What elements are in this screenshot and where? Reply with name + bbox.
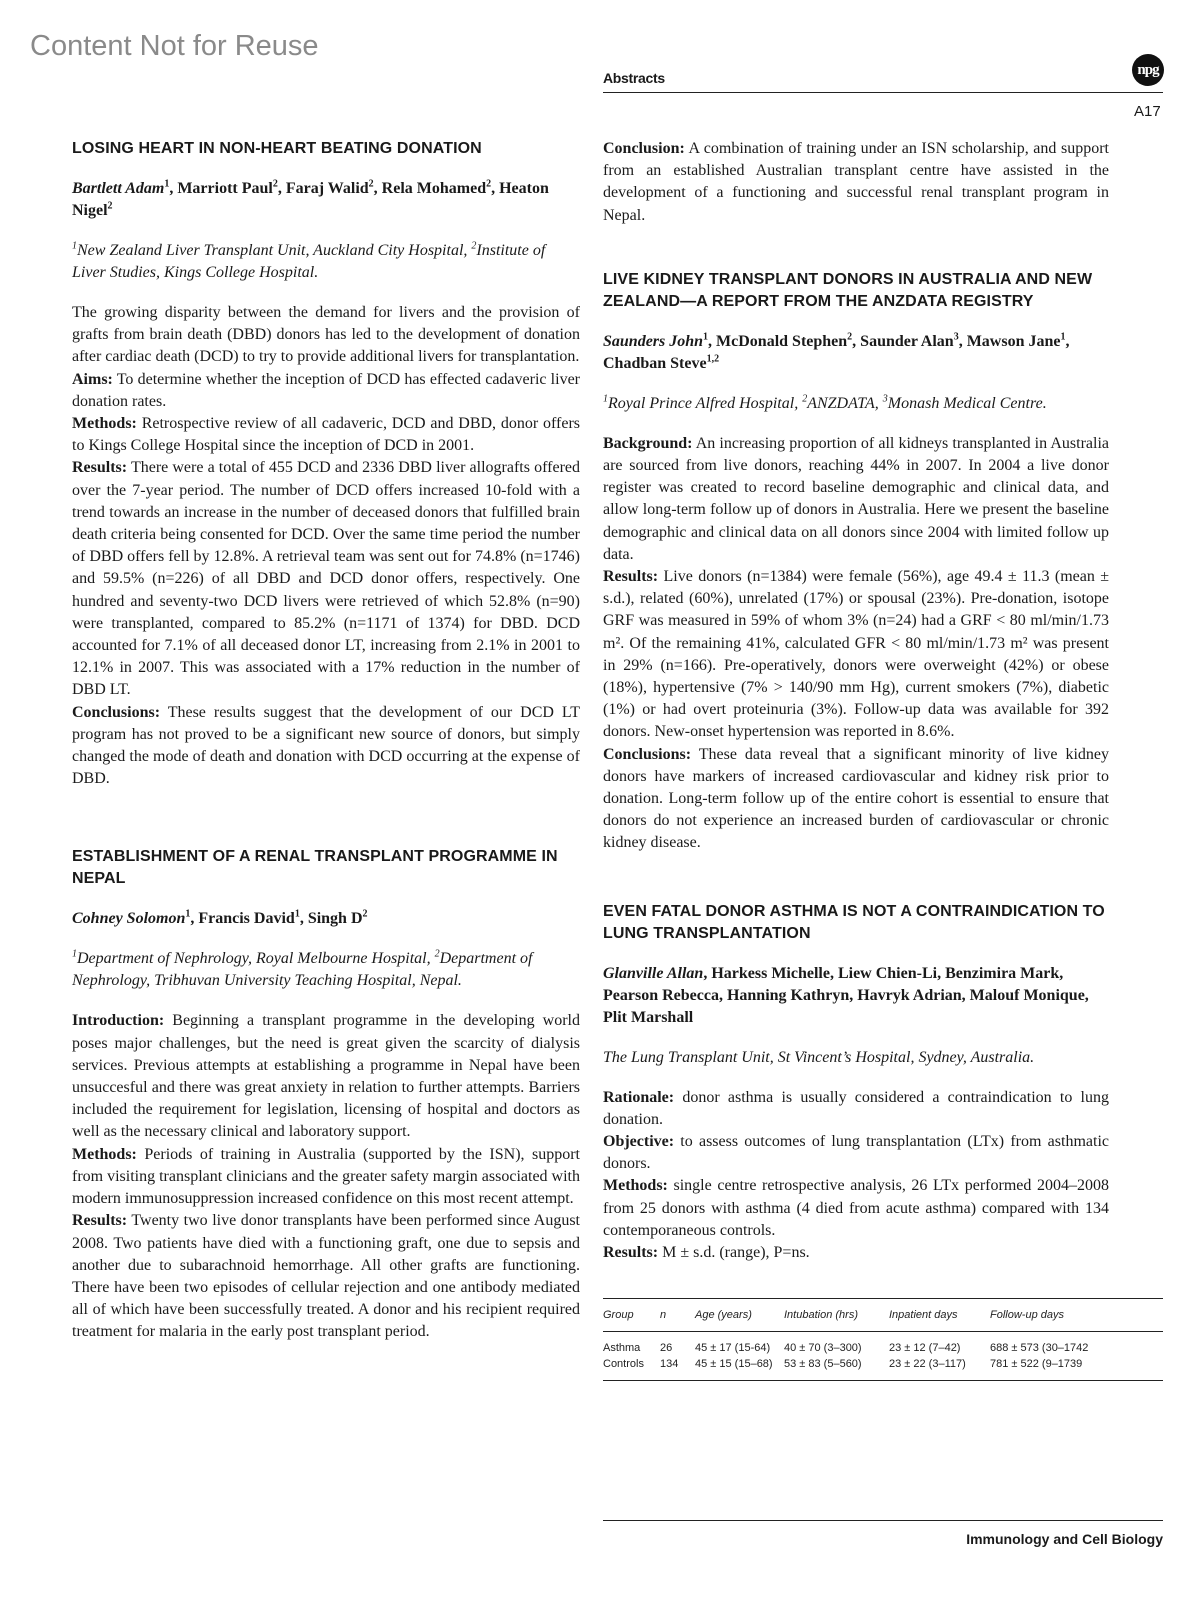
affiliations: The Lung Transplant Unit, St Vincent’s Hospital, Sydney, Australia. <box>603 1048 1035 1066</box>
table-cell: 23 ± 12 (7–42) <box>889 1342 961 1355</box>
author-list: Saunders John$^1$, McDonald Stephen$^2$, Saunder Alan$^3$, Mawson Jane$^1$, Chadban Steve$^{1,2}$ <box>603 331 1070 372</box>
affiliations: $^1$Department of Nephrology, Royal Melbourne Hospital, $^2$Department of Nephrology, Tribhuvan University Teaching Hospital, Nepal. <box>72 949 533 990</box>
results-table <box>603 1298 1163 1381</box>
abstract-title: LIVE KIDNEY TRANSPLANT DONORS IN AUSTRALIA AND NEW ZEALAND—A REPORT FROM THE ANZDATA REGISTRY <box>603 270 1093 310</box>
affiliations: $^1$Royal Prince Alfred Hospital, $^2$ANZDATA, $^3$Monash Medical Centre. <box>603 393 1047 412</box>
abstract-losing-heart <box>72 138 580 790</box>
abstract-renal-nepal <box>72 846 580 1343</box>
table-header: Intubation (hrs) <box>784 1299 889 1332</box>
table-cell: 45 ± 17 (15-64) <box>695 1342 771 1355</box>
abstract-body: Background: An increasing proportion of all kidneys transplanted in Australia are sourced from live donors, reaching 44% in 2007. In 2004 a live donor register was created to record baseline demographic and clinical data, and allow long-term follow up of donors in Australia. Here we present the baseline demographic and clinical data on all donors since 2004 with limited follow up data. Results: Live donors (n=1384) were female (56%), age 49.4 ± 11.3 (mean ± s.d.), related (60%), unrelated (17%) or spousal (23%). Pre-donation, isotope GRF was measured in 59% of whom 3% (n=24) had a GRF < 80 ml/min/1.73 m². Of the remaining 41%, calculated GFR < 80 ml/min/1.73 m² was present in 29% (n=166). Pre-operatively, donors were overweight (42%) or obese (18%), hypertensive (7% > 140/90 mm Hg), current smokers (7%), diabetic (1%) or had overt proteinuria (3%). Follow-up data was available for 392 donors. New-onset hypertension was reported in 8.6%. Conclusions: These data reveal that a significant minority of live kidney donors have markers of increased cardiovascular and kidney risk prior to donation. Long-term follow up of the entire cohort is essential to ensure that donors do not experience an increased burden of cardiovascular or chronic kidney disease. <box>603 434 1109 852</box>
abstract-title: ESTABLISHMENT OF A RENAL TRANSPLANT PROGRAMME IN NEPAL <box>72 848 558 888</box>
table-cell: Controls <box>603 1355 660 1381</box>
abstract-live-kidney-donors <box>603 269 1109 855</box>
table-header-row <box>603 1299 1163 1332</box>
npg-logo: npg <box>1132 54 1164 86</box>
page-number: A17 <box>1134 103 1161 120</box>
abstract-body: The growing disparity between the demand for livers and the provision of grafts from brain death (DBD) donors has led to the development of donation after cardiac death (DCD) to try to provide additional livers for transplantation. Aims: To determine whether the inception of DCD has effected cadaveric liver donation rates. Methods: Retrospective review of all cadaveric, DCD and DBD, donor offers to Kings College Hospital since the inception of DCD in 2001. Results: There were a total of 455 DCD and 2336 DBD liver allografts offered over the 7-year period. The number of DCD offers increased 10-fold with a trend towards an increase in the number of deceased donors that fulfilled brain death criteria being consented for DCD. Over the same time period the number of DBD offers fell by 12.8%. A retrieval team was sent out for 74.8% (n=1746) and 59.5% (n=226) of all DBD and DCD donor offers, respectively. One hundred and seventy-two DCD livers were retrieved of which 52.8% (n=90) were transplanted, compared to 85.2% (n=1171 of 1374) for DBD. DCD accounted for 7.1% of all deceased donor LT, increasing from 2.1% in 2001 to 12.1% in 2007. This was associated with a 17% reduction in the number of DBD LT. Conclusions: These results suggest that the development of our DCD LT program has not proved to be a significant new source of donors, but simply changed the mode of death and donation with DCD occurring at the expense of DBD. <box>72 304 580 788</box>
left-column <box>72 138 580 1344</box>
table-cell: 688 ± 573 (30–1742 <box>990 1342 1089 1355</box>
abstract-donor-asthma <box>603 901 1109 1382</box>
table-header: Age (years) <box>695 1299 784 1332</box>
right-column <box>603 138 1109 1381</box>
running-head <box>603 70 1163 93</box>
abstract-title: EVEN FATAL DONOR ASTHMA IS NOT A CONTRAINDICATION TO LUNG TRANSPLANTATION <box>603 902 1105 942</box>
table-header: Inpatient days <box>889 1299 990 1332</box>
affiliations: $^1$New Zealand Liver Transplant Unit, Auckland City Hospital, $^2$Institute of Liver Studies, Kings College Hospital. <box>72 240 546 281</box>
table-cell: 26 <box>660 1342 673 1355</box>
author-list: Cohney Solomon$^1$, Francis David$^1$, Singh $D^2$ <box>72 909 368 928</box>
section-label: Abstracts <box>603 70 665 86</box>
journal-footer: Immunology and Cell Biology <box>603 1520 1163 1547</box>
table-cell: 40 ± 70 (3–300) <box>784 1342 862 1355</box>
abstract-title: LOSING HEART IN NON-HEART BEATING DONATION <box>72 140 482 157</box>
table-cell: 23 ± 22 (3–117) <box>889 1355 990 1381</box>
author-list: Glanville Allan, Harkess Michelle, Liew Chien-Li, Benzimira Mark, Pearson Rebecca, Hanning Kathryn, Havryk Adrian, Malouf Monique, Plit Marshall <box>603 964 1089 1026</box>
table-row <box>603 1332 1163 1356</box>
table-cell: 781 ± 522 (9–1739 <box>990 1355 1163 1381</box>
table-header: Group <box>603 1299 660 1332</box>
author-list: Bartlett Adam$^1$, Marriott Paul$^2$, Faraj Walid$^2$, Rela Mohamed$^2$, Heaton Nigel$^2$ <box>72 178 549 219</box>
table-header: Follow-up days <box>990 1299 1163 1332</box>
table-row <box>603 1355 1163 1381</box>
abstract-body-continued: Conclusion: A combination of training under an ISN scholarship, and support from an established Australian transplant centre have assisted in the development of a functioning and successful renal transplant program in Nepal. <box>603 140 1109 224</box>
table-cell: 53 ± 83 (5–560) <box>784 1355 889 1381</box>
table-header: n <box>660 1299 695 1332</box>
table-cell: 134 <box>660 1355 695 1381</box>
table-cell: 45 ± 15 (15–68) <box>695 1355 784 1381</box>
watermark: Content Not for Reuse <box>30 30 319 62</box>
abstract-body: Rationale: donor asthma is usually considered a contraindication to lung donation. Objective: to assess outcomes of lung transplantation (LTx) from asthmatic donors. Methods: single centre retrospective analysis, 26 LTx performed 2004–2008 from 25 donors with asthma (4 died from acute asthma) compared with 134 contemporaneous controls. Results: M ± s.d. (range), P=ns. <box>603 1088 1109 1262</box>
table-cell: Asthma <box>603 1342 641 1355</box>
abstract-body: Introduction: Beginning a transplant programme in the developing world poses major challenges, but the need is great given the scarcity of dialysis services. Previous attempts at establishing a programme in Nepal have been unsuccesful and there was great anxiety in relation to further attempts. Barriers included the requirement for legislation, licensing of hospital and doctors as well as the necessary clinical and laboratory support. Methods: Periods of training in Australia (supported by the ISN), support from visiting transplant clinicians and the greater safety margin associated with modern immunosuppression increased confidence on this most recent attempt. Results: Twenty two live donor transplants have been performed since August 2008. Two patients have died with a functioning graft, one due to sepsis and another due to subarachnoid hemorrhage. All other grafts are functioning. There have been two episodes of cellular rejection and one antibody mediated all of which have been successfully treated. A donor and his recipient required treatment for malaria in the early post transplant period. <box>72 1012 580 1341</box>
